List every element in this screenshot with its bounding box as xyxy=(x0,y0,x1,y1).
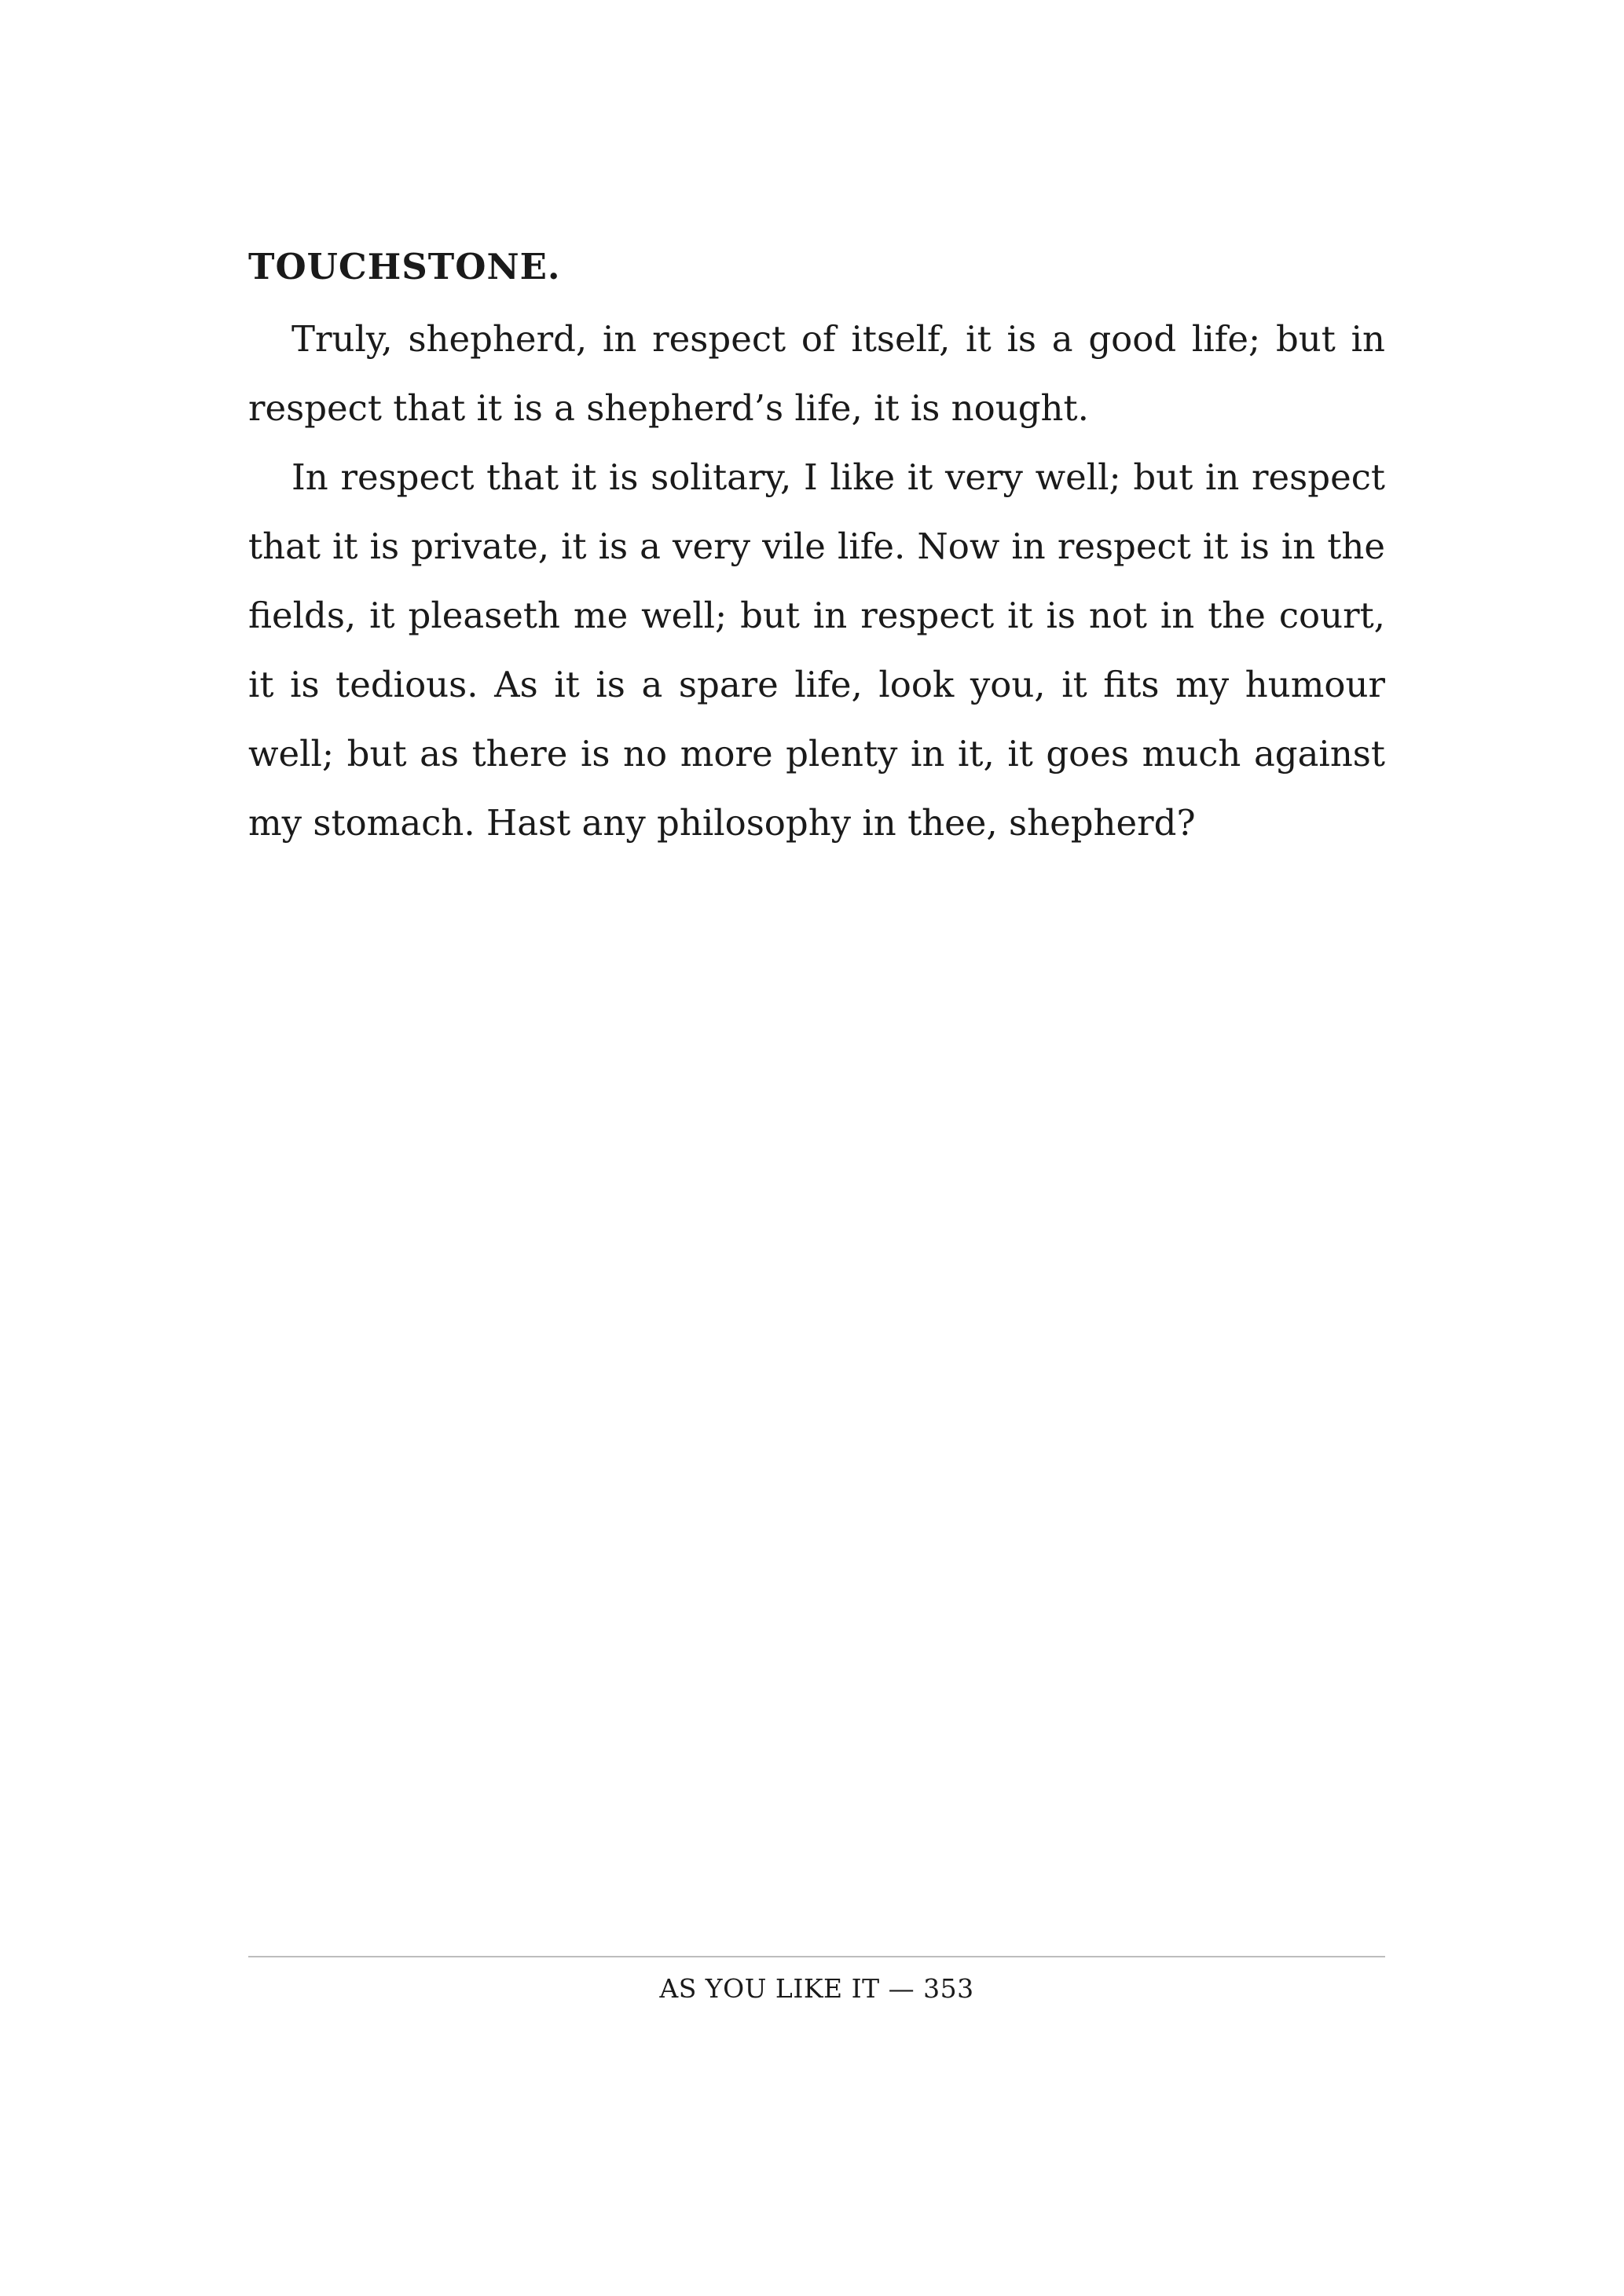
page-footer xyxy=(248,1956,1385,2005)
speech-paragraph-1: Truly, shepherd, in respect of itself, it is a good life; but in respect that it is a shepherd’s life, it is nought. xyxy=(248,318,1385,429)
speaker-name: TOUCHSTONE. xyxy=(248,246,561,287)
page-body xyxy=(248,236,1385,858)
speech-paragraph-2: In respect that it is solitary, I like it very well; but in respect that it is private, it is a very vile life. Now in respect it is in the fields, it pleaseth me well; but in respect it is not in the court, it is tedious. As it is a spare life, look you, it fits my humour well; but as there is no more plenty in it, it goes much against my stomach. Hast any philosophy in thee, shepherd? xyxy=(248,456,1385,844)
footer-rule xyxy=(248,1956,1385,1957)
running-title: AS YOU LIKE IT — 353 xyxy=(659,1973,974,2004)
